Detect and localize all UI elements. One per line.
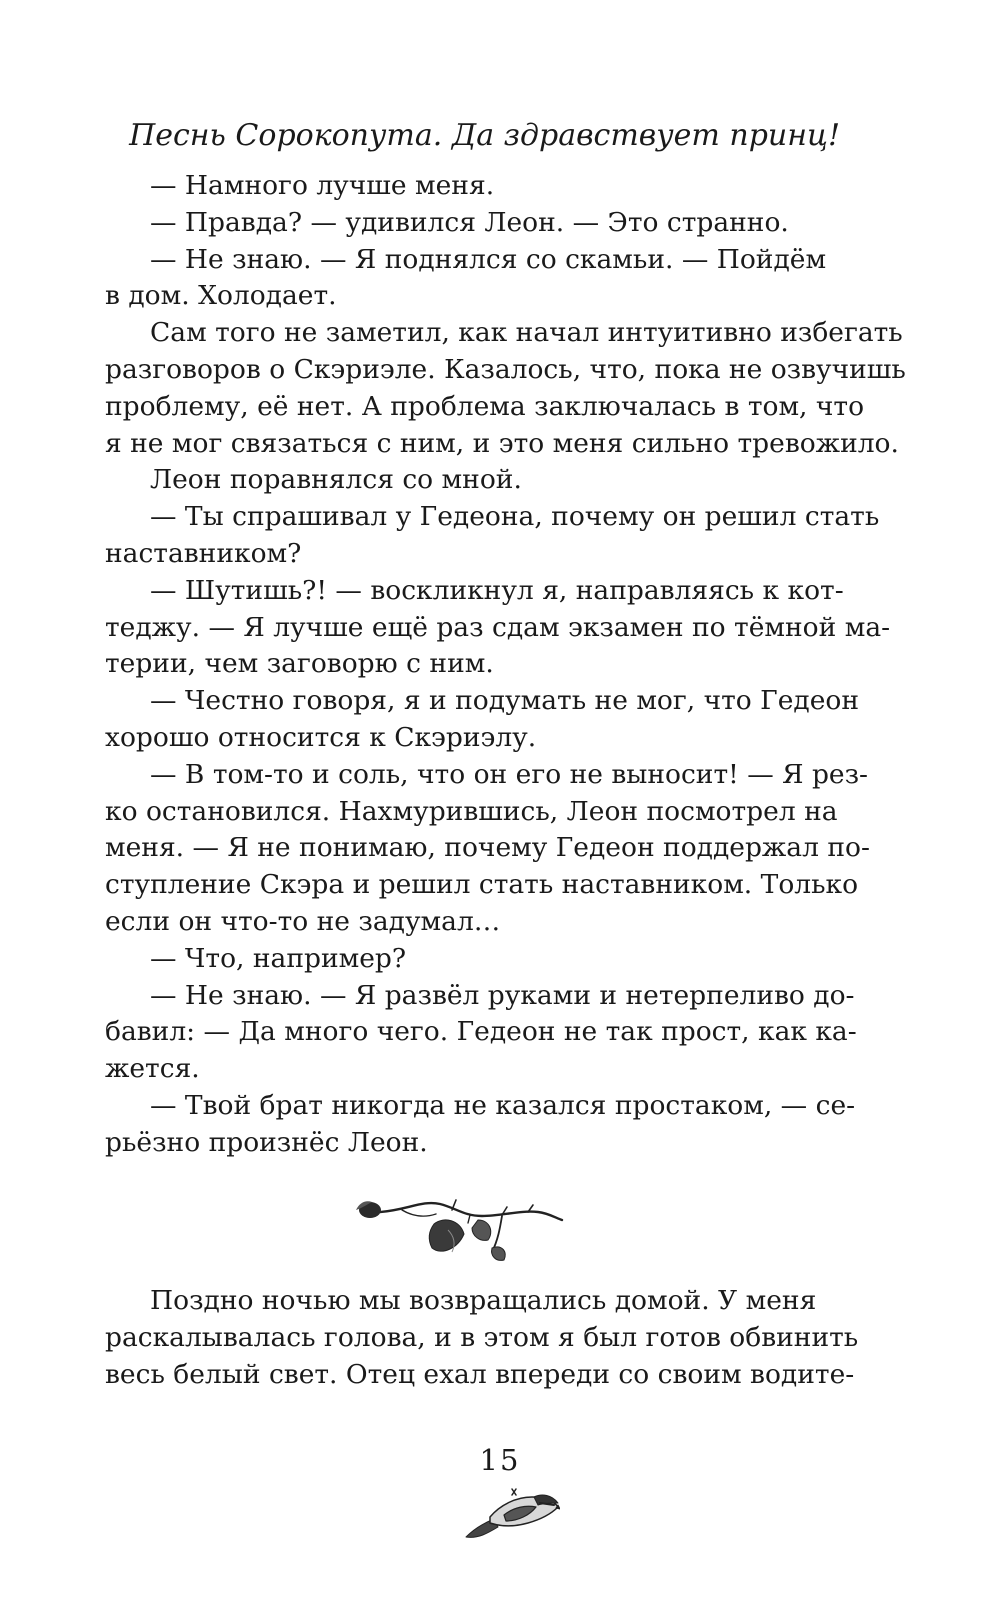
text-line: проблему, её нет. А проблема заключалась в том, что — [105, 390, 865, 422]
text-line: — В том-то и соль, что он его не выносит! — Я рез- — [150, 758, 869, 790]
text-line: я не мог связаться с ним, и это меня сильно тревожило. — [105, 427, 899, 459]
section-text — [105, 1283, 859, 1393]
body-text — [105, 168, 906, 1162]
page-number: 15 — [479, 1443, 521, 1477]
text-line: жется. — [105, 1053, 200, 1085]
text-line: теджу. — Я лучше ещё раз сдам экзамен по тёмной ма- — [105, 611, 891, 643]
text-line: терии, чем заговорю с ним. — [105, 648, 494, 680]
text-line: — Правда? — удивился Леон. — Это странно. — [150, 206, 789, 238]
text-line: Леон поравнялся со мной. — [150, 464, 522, 496]
text-line: ступление Скэра и решил стать наставником. Только — [105, 869, 859, 901]
text-line: хорошо относится к Скэриэлу. — [105, 721, 537, 753]
text-line: если он что-то не задумал… — [105, 905, 501, 937]
text-line: ко остановился. Нахмурившись, Леон посмотрел на — [105, 795, 838, 827]
text-line: раскалывалась голова, и в этом я был готов обвинить — [105, 1321, 859, 1353]
text-line: Сам того не заметил, как начал интуитивно избегать — [150, 317, 903, 349]
text-line: весь белый свет. Отец ехал впереди со своим водите- — [105, 1358, 855, 1390]
text-line: — Не знаю. — Я развёл руками и нетерпеливо до- — [150, 979, 855, 1011]
text-line: в дом. Холодает. — [105, 280, 337, 312]
text-line: — Не знаю. — Я поднялся со скамьи. — Пойдём — [150, 243, 827, 275]
text-line: меня. — Я не понимаю, почему Гедеон поддержал по- — [105, 832, 870, 864]
rose-ornament-icon — [352, 1186, 564, 1266]
text-line: — Шутишь?! — воскликнул я, направляясь к кот- — [150, 574, 844, 606]
running-head: Песнь Сорокопута. Да здравствует принц! — [129, 118, 840, 153]
text-line: рьёзно произнёс Леон. — [105, 1126, 428, 1158]
text-line: наставником? — [105, 537, 302, 569]
text-line: бавил: — Да много чего. Гедеон не так прост, как ка- — [105, 1016, 857, 1048]
text-line: разговоров о Скэриэле. Казалось, что, пока не озвучишь — [105, 353, 906, 385]
text-line: — Что, например? — [150, 942, 407, 974]
text-line: — Твой брат никогда не казался простаком, — се- — [150, 1089, 856, 1121]
text-line: — Честно говоря, я и подумать не мог, что Гедеон — [150, 685, 860, 717]
shrike-bird-icon — [464, 1483, 560, 1545]
text-line: — Намного лучше меня. — [150, 170, 495, 201]
text-line: Поздно ночью мы возвращались домой. У меня — [150, 1285, 817, 1316]
text-line: — Ты спрашивал у Гедеона, почему он решил стать — [150, 501, 880, 533]
